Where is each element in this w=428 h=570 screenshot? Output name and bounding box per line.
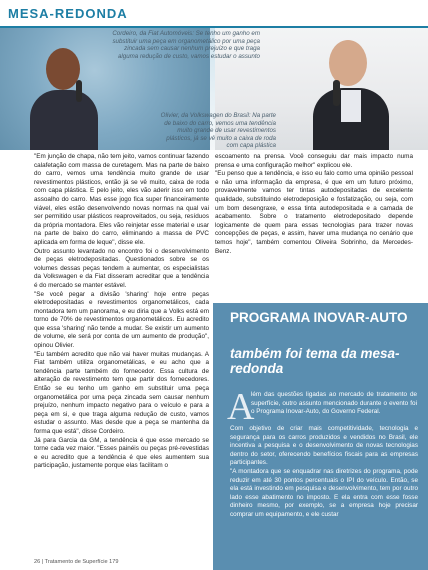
paragraph: escoamento na prensa. Você conseguiu dar mais impacto numa prensa e uma configuração melhor" explicou ele. <box>215 153 413 169</box>
photo-caption-left: Cordeiro, da Fiat Automóveis: Se tenho um ganho em substituir uma peça em organometálico por uma peça zincada sem causar nenhum prejuízo e que traga alguma redução de custo, vamos estudar o assunto <box>112 30 260 60</box>
paragraph: Já para Garcia da GM, a tendência é que esse mercado se torne cada vez maior. "Esses painéis ou peças pré-revestidas e eu acredito que a tendência é que eles aumentem sua participação, justamente porque elas facilitam o <box>34 436 209 470</box>
page-footer: 26 | Tratamento de Superfície 179 <box>34 559 119 565</box>
speaker-cordeiro-head <box>46 48 80 90</box>
sidebar-box-subtitle: também foi tema da mesa-redonda <box>230 346 400 376</box>
microphone-left <box>76 80 82 102</box>
paragraph: "Eu também acredito que não vai haver muitas mudanças. A Fiat também utiliza organometálicas, e eu acho que a tendência parte também do fornecedor. Essa cultura de alteração de revestimento tem que partir dos fornecedores. Então se eu tenho um ganho em substituir uma peça organometálica por uma peça zincada sem causar nenhum prejuízo, nenhum impacto negativo para o veículo e para a peça em si, e que traga alguma redução de custo, vamos estudar o assunto. Mas desde que a peça se mantenha da forma que está", disse Cordeiro. <box>34 350 209 435</box>
speaker-cordeiro-body <box>30 90 98 150</box>
photo-caption-right: Olivier, da Volkswagen do Brasil: Na parte de baixo do carro, vemos uma tendência muito grande de usar revestimentos plásticos, já se vê muito a caixa de roda com capa plástica <box>160 112 276 150</box>
sidebar-box-lead: lém das questões ligadas ao mercado de tratamento de superfície, outro assunto mencionado durante o evento foi o Programa Inovar-Auto, do Governo Federal. <box>251 391 417 416</box>
page-title: MESA-REDONDA <box>8 6 128 21</box>
article-column-2 <box>215 153 413 256</box>
sidebar-box-title: PROGRAMA INOVAR-AUTO <box>230 310 408 325</box>
paragraph: Outro assunto levantado no encontro foi o desenvolvimento de peças eletrodepositadas. Questionados sobre se os volumes dessas peças tendem a aumentar, os especialistas da Volkswagen e da Fiat disseram acreditar que a tendência é do mercado se manter estável. <box>34 247 209 289</box>
microphone-right <box>333 80 340 106</box>
paragraph: "Em junção de chapa, não tem jeito, vamos continuar fazendo calafetação com massa de curetagem. Mas na parte de baixo do carro, vemos uma tendência muito grande de usar revestimentos plásticos, então já se vê muito, caixa de roda com capa plástica. E pelo jeito, eles vão aderir isso em todo assoalho do carro. Mas esse jogo fica super financeiramente viável, eles estão desenvolvendo novas normas na qual vai ser permitido usar plásticos reaproveitados, ou seja, resíduos da própria montadora. Eles vão reinjetar esse material e usar na parte de baixo do carro, eliminando a massa de PVC aplicada em forma de leque", disse ele. <box>34 153 209 246</box>
speaker-olivier-shirt <box>341 90 361 122</box>
paragraph: "Se você pegar a divisão 'sharing' hoje entre peças eletrodepositadas e revestimentos organometálicos, cada montadora tem um panorama, e eu diria que a Volks está em torno de 70% de revestimentos organometálicos. Eu acredito que essa 'sharing' não tende a mudar. Se existir um aumento de volume, ele será por conta de um aumento de produção", opinou Olivier. <box>34 290 209 350</box>
drop-cap: A <box>227 386 255 428</box>
paragraph: Com objetivo de criar mais competitividade, tecnologia e segurança para os carros produzidos e vendidos no Brasil, ele incentiva a pesquisa e o desenvolvimento de novas tecnologias dentro do setor, oferecendo benefícios fiscais para as empresas participantes. <box>230 425 418 467</box>
sidebar-box-body <box>230 425 418 520</box>
paragraph: "A montadora que se enquadrar nas diretrizes do programa, pode reduzir em até 30 pontos percentuais o IPI do veículo. Então, se ela está investindo em pesquisa e desenvolvimento, tem por outro lado esse abatimento no imposto. E ela entra com esse fosse dinheiro mesmo, por exemplo, se a empresa hoje precisar comprar um equipamento, e ele custar <box>230 467 418 518</box>
article-column-1 <box>34 153 209 471</box>
paragraph: "Eu penso que a tendência, e isso eu falo como uma opinião pessoal e não uma informação da empresa, é que em um futuro próximo, provavelmente vamos ter tintas autodepositadas de excelente qualidade, substituindo eletrodeposição e fosfatização, ou seja, com um bom desengraxe, e essa tinta autodepositada e a camada de acabamento. Sobre o tratamento eletrodepositado depende logicamente de quem para essas tecnologias para trazer novas concepções de peças, e assim, haver uma mudança no cenário que temos hoje", também comentou Oliveira Sobrinho, da Mercedes-Benz. <box>215 170 413 255</box>
